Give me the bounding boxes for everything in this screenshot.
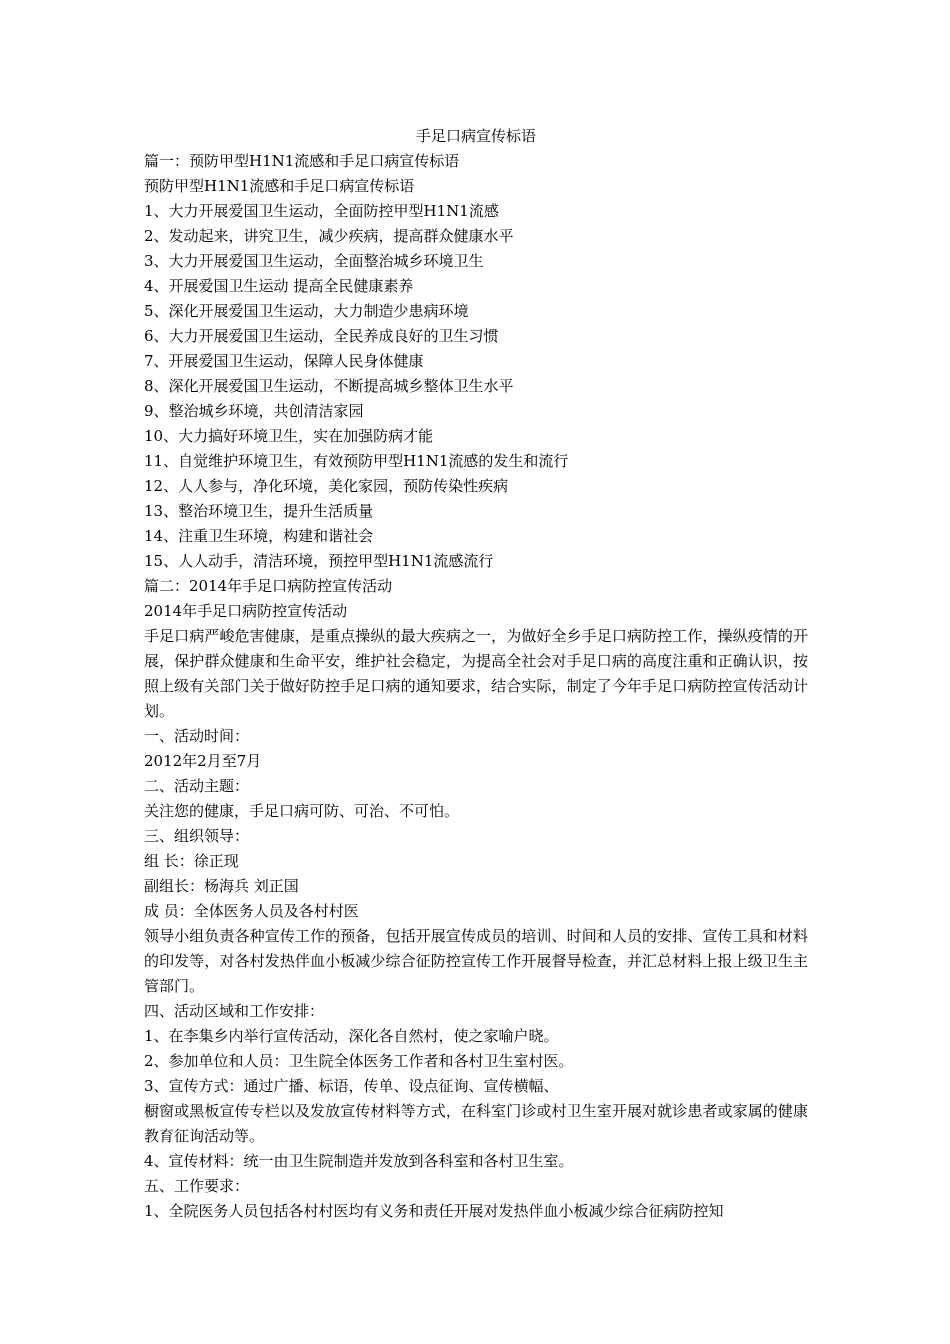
text-line: 关注您的健康，手足口病可防、可治、不可怕。 bbox=[144, 802, 460, 820]
text-line: 5、深化开展爱国卫生运动，大力制造少患病环境 bbox=[144, 302, 469, 320]
text-line: 2014年手足口病防控宣传活动 bbox=[144, 602, 348, 620]
paragraph: 橱窗或黑板宣传专栏以及发放宣传材料等方式，在科室门诊或村卫生室开展对就诊患者或家属的健康教育征询活动等。 bbox=[144, 1102, 808, 1145]
text-line: 13、整治环境卫生，提升生活质量 bbox=[144, 502, 374, 520]
text-line: 6、大力开展爱国卫生运动，全民养成良好的卫生习惯 bbox=[144, 327, 499, 345]
text-line: 14、注重卫生环境，构建和谐社会 bbox=[144, 527, 374, 545]
text-line: 2012年2月至7月 bbox=[144, 752, 262, 770]
document-title: 手足口病宣传标语 bbox=[415, 127, 536, 145]
text-line: 2、发动起来，讲究卫生，减少疾病，提高群众健康水平 bbox=[144, 227, 514, 245]
text-line: 3、宣传方式：通过广播、标语，传单、设点征询、宣传横幅、 bbox=[144, 1077, 559, 1095]
paragraph: 领导小组负责各种宣传工作的预备，包括开展宣传成员的培训、时间和人员的安排、宣传工具和材料的印发等，对各村发热伴血小板减少综合征防控宣传工作开展督导检查，并汇总材料上报上级卫生主管部门。 bbox=[144, 927, 808, 995]
text-line: 一、活动时间： bbox=[144, 727, 250, 745]
text-line: 三、组织领导： bbox=[144, 827, 250, 845]
text-line: 五、工作要求： bbox=[144, 1177, 250, 1195]
text-line: 11、自觉维护环境卫生，有效预防甲型H1N1流感的发生和流行 bbox=[144, 452, 569, 470]
paragraph: 手足口病严峻危害健康，是重点操纵的最大疾病之一，为做好全乡手足口病防控工作，操纵疫情的开展，保护群众健康和生命平安，维护社会稳定，为提高全社会对手足口病的高度注重和正确认识，按照上级有关部门关于做好防控手足口病的通知要求，结合实际，制定了今年手足口病防控宣传活动计划。 bbox=[144, 627, 808, 720]
text-line: 15、人人动手，清洁环境，预控甲型H1N1流感流行 bbox=[144, 552, 494, 570]
text-line: 成 员：全体医务人员及各村村医 bbox=[144, 902, 359, 920]
text-line: 10、大力搞好环境卫生，实在加强防病才能 bbox=[144, 427, 434, 445]
text-line: 7、开展爱国卫生运动，保障人民身体健康 bbox=[144, 352, 424, 370]
text-line: 8、深化开展爱国卫生运动，不断提高城乡整体卫生水平 bbox=[144, 377, 514, 395]
text-line: 12、人人参与，净化环境，美化家园，预防传染性疾病 bbox=[144, 477, 509, 495]
text-line: 1、全院医务人员包括各村村医均有义务和责任开展对发热伴血小板减少综合征病防控知 bbox=[144, 1202, 724, 1220]
text-line: 预防甲型H1N1流感和手足口病宣传标语 bbox=[144, 177, 415, 195]
text-line: 组 长：徐正现 bbox=[144, 852, 239, 870]
text-line: 篇一：预防甲型H1N1流感和手足口病宣传标语 bbox=[144, 152, 460, 170]
document-page bbox=[144, 124, 808, 1224]
text-line: 副组长：杨海兵 刘正国 bbox=[144, 877, 299, 895]
text-line: 1、在李集乡内举行宣传活动，深化各自然村，使之家喻户晓。 bbox=[144, 1027, 559, 1045]
text-line: 9、整治城乡环境，共创清洁家园 bbox=[144, 402, 364, 420]
text-line: 4、宣传材料：统一由卫生院制造并发放到各科室和各村卫生室。 bbox=[144, 1152, 574, 1170]
text-line: 二、活动主题： bbox=[144, 777, 250, 795]
text-line: 2、参加单位和人员：卫生院全体医务工作者和各村卫生室村医。 bbox=[144, 1052, 574, 1070]
text-line: 4、开展爱国卫生运动 提高全民健康素养 bbox=[144, 277, 414, 295]
text-line: 1、大力开展爱国卫生运动，全面防控甲型H1N1流感 bbox=[144, 202, 499, 220]
section-heading: 篇二：2014年手足口病防控宣传活动 bbox=[144, 577, 393, 595]
text-line: 四、活动区域和工作安排： bbox=[144, 1002, 325, 1020]
text-line: 3、大力开展爱国卫生运动，全面整治城乡环境卫生 bbox=[144, 252, 484, 270]
